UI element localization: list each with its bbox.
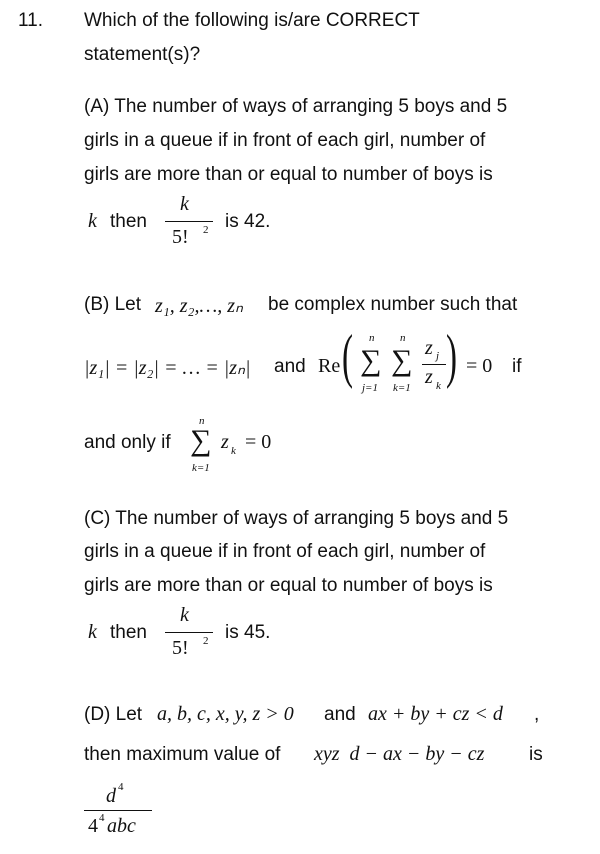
option-d-frac-num: d [106, 785, 116, 807]
sigma-icon: ∑ [360, 344, 382, 377]
option-a-line2: girls in a queue if in front of each girl, number of [84, 130, 486, 151]
option-b-sum2-upper: n [400, 332, 406, 344]
option-d-ineq: ax + by + cz < d [368, 703, 503, 725]
option-d-lead: (D) Let [84, 704, 143, 725]
option-d-line2-tail: is [529, 744, 543, 765]
option-c-k: k [88, 621, 97, 643]
option-b-if: if [512, 356, 522, 377]
sigma-icon: ∑ [190, 424, 212, 457]
option-a-line3: girls are more than or equal to number of boys is [84, 164, 493, 185]
option-c-frac-num: k [180, 604, 189, 626]
option-d-expr: xyz d − ax − by − cz [314, 743, 485, 765]
option-b-frac-den: z [425, 366, 433, 388]
option-b-frac-den-sub: k [436, 380, 441, 392]
option-b-and-only-if: and only if [84, 432, 171, 453]
option-d-comma: , [534, 704, 540, 725]
option-c-line1: (C) The number of ways of arranging 5 boys and 5 [84, 508, 509, 529]
option-d-frac-den-vars: abc [107, 815, 136, 837]
right-paren-icon: ) [446, 323, 457, 389]
option-b-sum1-lower: j=1 [362, 382, 378, 394]
option-c-frac-den: 5! [172, 637, 189, 659]
option-a-tail: is 42. [225, 211, 271, 232]
option-a-line1: (A) The number of ways of arranging 5 boys and 5 [84, 96, 508, 117]
option-b-frac-num: z [425, 337, 433, 359]
option-a-frac-num: k [180, 193, 189, 215]
option-c-exp: 2 [203, 635, 209, 647]
option-b-eq: = 0 [466, 355, 493, 377]
left-paren-icon: ( [342, 323, 353, 389]
option-b-and: and [274, 356, 306, 377]
option-c-line2: girls in a queue if in front of each girl, number of [84, 541, 486, 562]
question-stem-line1: Which of the following is/are CORRECT [84, 10, 420, 31]
option-c-frac-bar [165, 632, 213, 633]
option-b-abs-chain: |z₁| = |z₂| = … = |zₙ| [84, 357, 251, 379]
option-a-then: then [110, 211, 147, 232]
option-b-sum-term-sub: k [231, 445, 236, 457]
option-d-vars: a, b, c, x, y, z > 0 [157, 703, 294, 725]
option-d-frac-bar [84, 810, 152, 811]
option-d-frac-den-base: 4 [88, 815, 98, 837]
option-a-frac-den: 5! [172, 226, 189, 248]
question-number: 11. [18, 10, 44, 31]
option-b-lead: (B) Let [84, 294, 142, 315]
option-b-sum3-upper: n [199, 415, 205, 427]
sigma-icon: ∑ [391, 344, 413, 377]
question-stem-line2: statement(s)? [84, 44, 201, 65]
option-c-then: then [110, 622, 147, 643]
option-b-sum1-upper: n [369, 332, 375, 344]
option-a-exp: 2 [203, 224, 209, 236]
option-b-frac-num-sub: j [436, 350, 440, 362]
option-c-tail: is 45. [225, 622, 271, 643]
option-d-frac-num-exp: 4 [118, 781, 124, 793]
option-c-line3: girls are more than or equal to number of boys is [84, 575, 493, 596]
option-b-eq2: = 0 [245, 431, 272, 453]
option-b-sum3-lower: k=1 [192, 462, 210, 474]
option-b-sum2-lower: k=1 [393, 382, 411, 394]
option-a-k: k [88, 210, 97, 232]
option-a-frac-bar [165, 221, 213, 222]
option-d-frac-den-exp: 4 [99, 812, 105, 824]
option-b-frac-bar [422, 364, 446, 365]
option-d-and: and [324, 704, 356, 725]
option-b-lead-tail: be complex number such that [268, 294, 518, 315]
option-b-sum-term: z [221, 431, 229, 453]
option-b-seq: z₁, z₂,…, zₙ [155, 295, 244, 317]
option-d-line2-lead: then maximum value of [84, 744, 281, 765]
option-b-re: Re [318, 355, 341, 377]
